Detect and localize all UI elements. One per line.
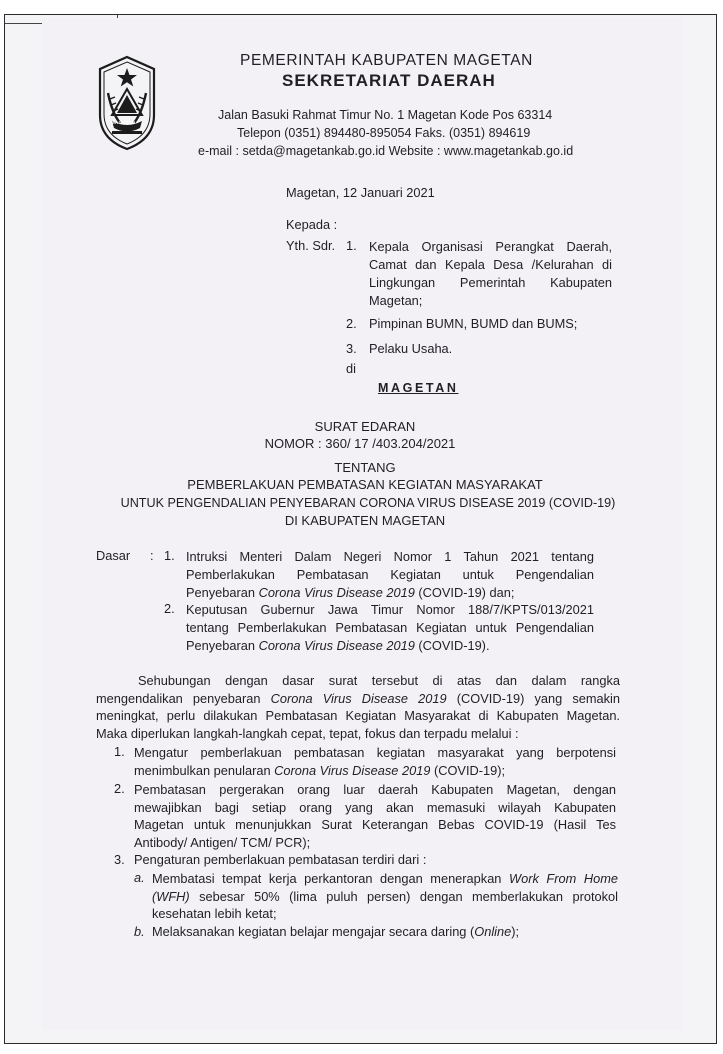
office-name: SEKRETARIAT DAERAH [282, 71, 496, 90]
salutation: Yth. Sdr. [286, 238, 336, 253]
office-email-website: e-mail : setda@magetankab.go.id Website : www.magetankab.go.id [198, 144, 574, 158]
basis-label: Dasar [96, 548, 131, 563]
circular-title-line: DI KABUPATEN MAGETAN [284, 513, 446, 528]
basis-number: 2. [164, 601, 175, 616]
body-line: Maka diperlukan langkah-langkah cepat, tepat, fokus dan terpadu melalui : [96, 725, 519, 741]
circular-title-line: UNTUK PENGENDALIAN PENYEBARAN CORONA VIRUS DISEASE 2019 (COVID-19) [120, 496, 616, 510]
step-number: 1. [114, 744, 125, 759]
body-line: Sehubungan dengan dasar surat tersebut di atas dan dalam rangka [138, 673, 620, 688]
destination: MAGETAN [378, 381, 459, 395]
body-line: mengendalikan penyebaran Corona Virus Disease 2019 (COVID-19) yang semakin [96, 690, 620, 706]
basis-line: Intruksi Menteri Dalam Negeri Nomor 1 Tahun 2021 tentang [186, 549, 594, 564]
step-line: Pembatasan pergerakan orang luar daerah Kabupaten Magetan, dengan [134, 782, 616, 797]
regency-emblem-logo [96, 55, 158, 151]
recipient-number: 3. [346, 341, 357, 356]
step-line: Mengatur pemberlakuan pembatasan kegiatan masyarakat yang berpotensi [134, 745, 616, 760]
recipient-line: Magetan; [369, 293, 423, 308]
recipient-item [369, 238, 612, 310]
step-number: 3. [114, 852, 125, 867]
step-item [134, 744, 616, 779]
office-phone: Telepon (0351) 894480-895054 Faks. (0351) 894619 [237, 126, 531, 140]
recipient-item: Pelaku Usaha. [369, 341, 453, 356]
sub-item: Melaksanakan kegiatan belajar mengajar secara daring (Online); [152, 924, 520, 939]
circular-about: TENTANG [334, 460, 396, 475]
recipient-line: Lingkungan Pemerintah Kabupaten [369, 275, 612, 290]
body-line: meningkat, perlu dilakukan Pembatasan Kegiatan Masyarakat di Kabupaten Magetan. [96, 708, 620, 723]
step-line: mewajibkan bagi setiap orang yang akan memasuki wilayah Kabupaten [134, 799, 616, 815]
circular-type: SURAT EDARAN [314, 419, 416, 434]
sub-item-line: (WFH) sebesar 50% (lima puluh persen) dengan memberlakukan protokol [152, 888, 618, 904]
basis-line: Penyebaran Corona Virus Disease 2019 (COVID-19) dan; [186, 585, 515, 600]
circular-title-line: PEMBERLAKUAN PEMBATASAN KEGIATAN MASYARAKAT [187, 477, 543, 492]
basis-item [186, 601, 594, 655]
sub-item-line: kesehatan lebih ketat; [152, 906, 277, 921]
step-line: Magetan untuk menunjukkan Surat Keterangan Bebas COVID-19 (Hasil Tes [134, 817, 616, 832]
sub-item [152, 870, 618, 923]
basis-line: Pemberlakukan Pembatasan Kegiatan untuk Pengendalian [186, 567, 594, 582]
step-item [134, 781, 616, 851]
basis-line: Keputusan Gubernur Jawa Timur Nomor 188/7/KPTS/013/2021 [186, 602, 594, 617]
step-number: 2. [114, 781, 125, 796]
basis-item [186, 548, 594, 602]
place-date: Magetan, 12 Januari 2021 [286, 185, 435, 200]
basis-line: tentang Pemberlakukan Pembatasan Kegiatan untuk Pengendalian [186, 620, 594, 635]
to-label: Kepada : [286, 217, 338, 232]
sub-item-letter: a. [134, 870, 145, 885]
sub-item-line: Membatasi tempat kerja perkantoran dengan menerapkan Work From Home [152, 871, 618, 886]
recipient-number: 1. [346, 238, 357, 253]
sub-item-letter: b. [134, 924, 145, 939]
circular-number: NOMOR : 360/ 17 /403.204/2021 [264, 436, 456, 451]
recipient-item: Pimpinan BUMN, BUMD dan BUMS; [369, 316, 578, 331]
step-item: Pengaturan pemberlakuan pembatasan terdiri dari : [134, 852, 427, 867]
body-paragraph [96, 672, 620, 742]
di-label: di [346, 361, 356, 376]
recipient-line: Camat dan Kepala Desa /Kelurahan di [369, 257, 612, 272]
step-line: Antibody/ Antigen/ TCM/ PCR); [134, 834, 311, 850]
government-name: PEMERINTAH KABUPATEN MAGETAN [240, 52, 533, 69]
recipient-line: Kepala Organisasi Perangkat Daerah, [369, 239, 612, 254]
office-address: Jalan Basuki Rahmat Timur No. 1 Magetan Kode Pos 63314 [218, 108, 553, 122]
basis-colon: : [150, 548, 154, 563]
step-line: menimbulkan penularan Corona Virus Disease 2019 (COVID-19); [134, 762, 506, 778]
basis-line: Penyebaran Corona Virus Disease 2019 (COVID-19). [186, 638, 490, 653]
logo-caption: MAGETAN [111, 120, 136, 125]
basis-number: 1. [164, 548, 175, 563]
recipient-number: 2. [346, 316, 357, 331]
